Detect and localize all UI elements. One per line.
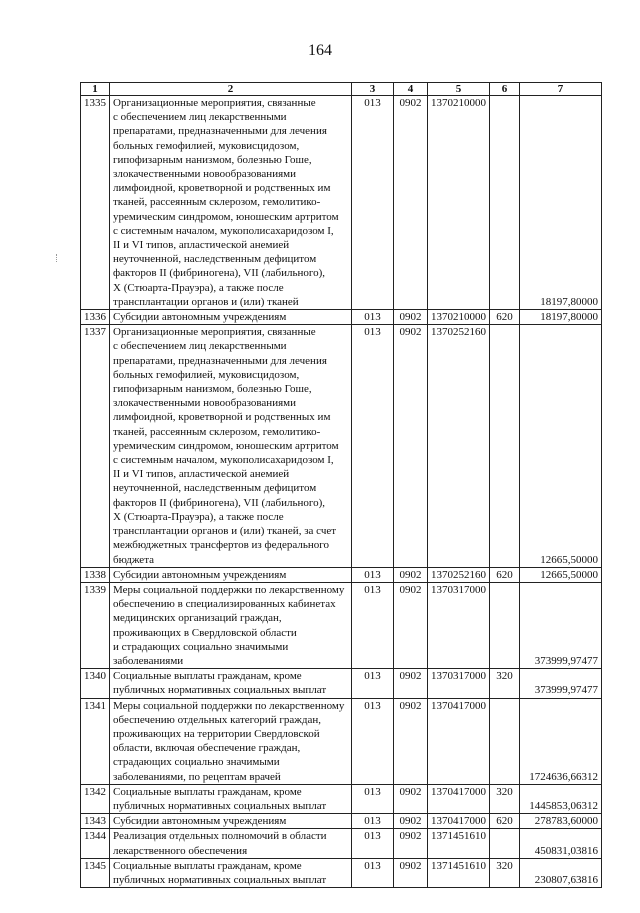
target-article-code: 1370317000 xyxy=(428,582,490,668)
row-name: Организационные мероприятия, связанные с обеспечением лиц лекарственными препаратами, предназначенными для лечения больных гемофилией, муковисцидозом, гипофизарным нанизмом, болезнью Гоше, злокачественными новообразованиями лимфоидной, кроветворной и родственных им тканей, рассеянным склерозом, гемолитико- уремическим синдромом, юношеским артритом с системным началом, мукополисахаридозом I, II и VI типов, апластической анемией неуточненной, наследственным дефицитом факторов II (фибриногена), VII (лабильного), X (Стюарта-Прауэра), а также после трансплантации органов и (или) тканей, за счет межбюджетных трансфертов из федерального бюджета xyxy=(110,325,352,567)
section-code: 0902 xyxy=(394,784,428,813)
table-row xyxy=(81,814,602,829)
expense-type-code xyxy=(490,582,520,668)
ministry-code: 013 xyxy=(352,96,394,310)
section-code: 0902 xyxy=(394,567,428,582)
row-number: 1344 xyxy=(81,829,110,858)
table-row xyxy=(81,567,602,582)
row-name: Субсидии автономным учреждениям xyxy=(110,567,352,582)
section-code: 0902 xyxy=(394,310,428,325)
page-number: 164 xyxy=(308,42,332,59)
header-cell: 4 xyxy=(394,83,428,96)
ministry-code: 013 xyxy=(352,310,394,325)
table-row xyxy=(81,858,602,887)
row-number: 1343 xyxy=(81,814,110,829)
target-article-code: 1370210000 xyxy=(428,96,490,310)
row-name: Социальные выплаты гражданам, кроме публичных нормативных социальных выплат xyxy=(110,669,352,698)
row-name: Реализация отдельных полномочий в области лекарственного обеспечения xyxy=(110,829,352,858)
ministry-code: 013 xyxy=(352,582,394,668)
section-code: 0902 xyxy=(394,829,428,858)
target-article-code: 1370252160 xyxy=(428,567,490,582)
header-row xyxy=(81,83,602,96)
row-name: Организационные мероприятия, связанные с обеспечением лиц лекарственными препаратами, предназначенными для лечения больных гемофилией, муковисцидозом, гипофизарным нанизмом, болезнью Гоше, злокачественными новообразованиями лимфоидной, кроветворной и родственных им тканей, рассеянным склерозом, гемолитико- уремическим синдромом, юношеским артритом с системным началом, мукополисахаридозом I, II и VI типов, апластической анемией неуточненной, наследственным дефицитом факторов II (фибриногена), VII (лабильного), X (Стюарта-Прауэра), а также после трансплантации органов и (или) тканей xyxy=(110,96,352,310)
row-amount: 230807,63816 xyxy=(520,858,602,887)
section-code: 0902 xyxy=(394,858,428,887)
budget-table xyxy=(80,82,602,888)
target-article-code: 1371451610 xyxy=(428,858,490,887)
header-cell: 6 xyxy=(490,83,520,96)
header-cell: 2 xyxy=(110,83,352,96)
row-number: 1340 xyxy=(81,669,110,698)
section-code: 0902 xyxy=(394,814,428,829)
ministry-code: 013 xyxy=(352,784,394,813)
table-row xyxy=(81,582,602,668)
row-number: 1339 xyxy=(81,582,110,668)
row-amount: 278783,60000 xyxy=(520,814,602,829)
table-row xyxy=(81,325,602,567)
ministry-code: 013 xyxy=(352,325,394,567)
table-row xyxy=(81,310,602,325)
ministry-code: 013 xyxy=(352,829,394,858)
ministry-code: 013 xyxy=(352,567,394,582)
target-article-code: 1370417000 xyxy=(428,698,490,784)
row-amount: 373999,97477 xyxy=(520,582,602,668)
section-code: 0902 xyxy=(394,698,428,784)
expense-type-code xyxy=(490,325,520,567)
row-number: 1336 xyxy=(81,310,110,325)
table-row xyxy=(81,669,602,698)
header-cell: 3 xyxy=(352,83,394,96)
expense-type-code: 620 xyxy=(490,567,520,582)
row-number: 1335 xyxy=(81,96,110,310)
target-article-code: 1371451610 xyxy=(428,829,490,858)
table-row xyxy=(81,96,602,310)
row-amount: 450831,03816 xyxy=(520,829,602,858)
expense-type-code: 620 xyxy=(490,310,520,325)
expense-type-code: 320 xyxy=(490,858,520,887)
ministry-code: 013 xyxy=(352,669,394,698)
section-code: 0902 xyxy=(394,582,428,668)
target-article-code: 1370417000 xyxy=(428,784,490,813)
section-code: 0902 xyxy=(394,325,428,567)
row-number: 1341 xyxy=(81,698,110,784)
row-amount: 1445853,06312 xyxy=(520,784,602,813)
target-article-code: 1370417000 xyxy=(428,814,490,829)
margin-mark xyxy=(56,254,58,262)
row-name: Субсидии автономным учреждениям xyxy=(110,814,352,829)
header-cell: 7 xyxy=(520,83,602,96)
target-article-code: 1370210000 xyxy=(428,310,490,325)
section-code: 0902 xyxy=(394,96,428,310)
target-article-code: 1370317000 xyxy=(428,669,490,698)
expense-type-code: 320 xyxy=(490,784,520,813)
expense-type-code xyxy=(490,698,520,784)
section-code: 0902 xyxy=(394,669,428,698)
row-name: Меры социальной поддержки по лекарственному обеспечению отдельных категорий граждан, проживающих на территории Свердловской области, включая обеспечение граждан, страдающих социально значимыми заболеваниями, по рецептам врачей xyxy=(110,698,352,784)
ministry-code: 013 xyxy=(352,858,394,887)
row-number: 1345 xyxy=(81,858,110,887)
expense-type-code: 620 xyxy=(490,814,520,829)
ministry-code: 013 xyxy=(352,814,394,829)
row-name: Социальные выплаты гражданам, кроме публичных нормативных социальных выплат xyxy=(110,784,352,813)
row-name: Субсидии автономным учреждениям xyxy=(110,310,352,325)
row-amount: 18197,80000 xyxy=(520,310,602,325)
header-cell: 5 xyxy=(428,83,490,96)
expense-type-code: 320 xyxy=(490,669,520,698)
expense-type-code xyxy=(490,829,520,858)
row-amount: 12665,50000 xyxy=(520,325,602,567)
row-name: Социальные выплаты гражданам, кроме публичных нормативных социальных выплат xyxy=(110,858,352,887)
row-number: 1342 xyxy=(81,784,110,813)
expense-type-code xyxy=(490,96,520,310)
header-cell: 1 xyxy=(81,83,110,96)
row-number: 1338 xyxy=(81,567,110,582)
table-row xyxy=(81,784,602,813)
row-amount: 1724636,66312 xyxy=(520,698,602,784)
row-number: 1337 xyxy=(81,325,110,567)
table-row xyxy=(81,829,602,858)
table-row xyxy=(81,698,602,784)
target-article-code: 1370252160 xyxy=(428,325,490,567)
row-name: Меры социальной поддержки по лекарственному обеспечению в специализированных кабинетах медицинских организаций граждан, проживающих в Свердловской области и страдающих социально значимыми заболеваниями xyxy=(110,582,352,668)
row-amount: 12665,50000 xyxy=(520,567,602,582)
ministry-code: 013 xyxy=(352,698,394,784)
row-amount: 18197,80000 xyxy=(520,96,602,310)
row-amount: 373999,97477 xyxy=(520,669,602,698)
